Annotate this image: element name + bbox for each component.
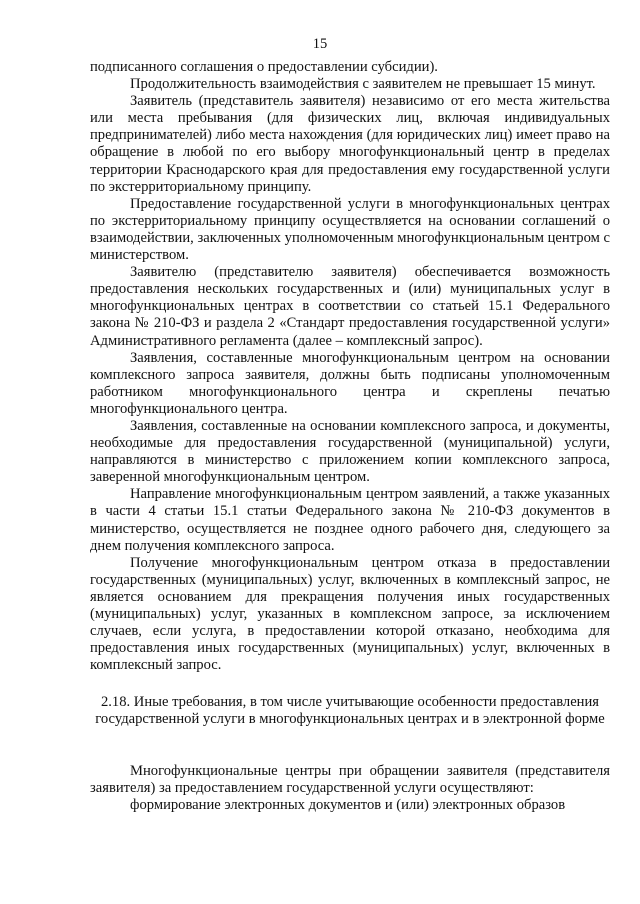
paragraph: Многофункциональные центры при обращении заявителя (представителя заявителя) за предоставлением государственной услуги осуществляют: <box>90 762 610 796</box>
paragraph: Заявителю (представителю заявителя) обеспечивается возможность предоставления нескольких государственных и (или) муниципальных услуг в многофункциональных центрах в соответствии со статьей 15.1 Федерального закона № 210-ФЗ и раздела 2 «Стандарт предоставления государственной услуги» Административного регламента (далее – комплексный запрос). <box>90 264 610 349</box>
paragraph: Продолжительность взаимодействия с заявителем не превышает 15 минут. <box>130 76 596 93</box>
paragraph: Заявления, составленные многофункциональным центром на основании комплексного запроса заявителя, должны быть подписаны уполномоченным работником многофункционального центра и скреплены печатью многофункционального центра. <box>90 349 610 417</box>
paragraph: Заявления, составленные на основании комплексного запроса, и документы, необходимые для предоставления государственной (муниципальной) услуги, направляются в министерство с приложением копии комплексного запроса, заверенной многофункциональным центром. <box>90 417 610 486</box>
paragraph: Предоставление государственной услуги в многофункциональных центрах по экстерриториальному принципу осуществляется на основании соглашений о взаимодействии, заключенных уполномоченным многофункциональным центром с министерством. <box>90 195 610 264</box>
page-number: 15 <box>312 36 328 52</box>
section-heading: 2.18. Иные требования, в том числе учитывающие особенности предоставления государственной услуги в многофункциональных центрах и в электронной форме <box>95 694 605 728</box>
paragraph: Направление многофункциональным центром заявлений, а также указанных в части 4 статьи 15.1 статьи Федерального закона № 210-ФЗ документов в министерство, осуществляется не позднее одного рабочего дня, следующего за днем получения комплексного запроса. <box>90 486 610 554</box>
paragraph: Заявитель (представитель заявителя) независимо от его места жительства или места пребывания (для физических лиц, включая индивидуальных предпринимателей) либо места нахождения (для юридических лиц) имеет право на обращение в любой по его выбору многофункциональный центр в пределах территории Краснодарского края для предоставления ему государственной услуги по экстерриториальному принципу. <box>90 93 610 195</box>
paragraph: Получение многофункциональным центром отказа в предоставлении государственных (муниципальных) услуг, включенных в комплексный запрос, не является основанием для прекращения получения иных государственных (муниципальных) услуг, указанных в комплексном запросе, за исключением случаев, если услуга, в предоставлении которой отказано, необходима для предоставления иных государственных (муниципальных) услуг, включенных в комплексный запрос. <box>90 554 610 674</box>
paragraph: формирование электронных документов и (или) электронных образов <box>130 796 566 813</box>
document-body <box>90 59 610 814</box>
paragraph: подписанного соглашения о предоставлении субсидии). <box>90 59 438 75</box>
